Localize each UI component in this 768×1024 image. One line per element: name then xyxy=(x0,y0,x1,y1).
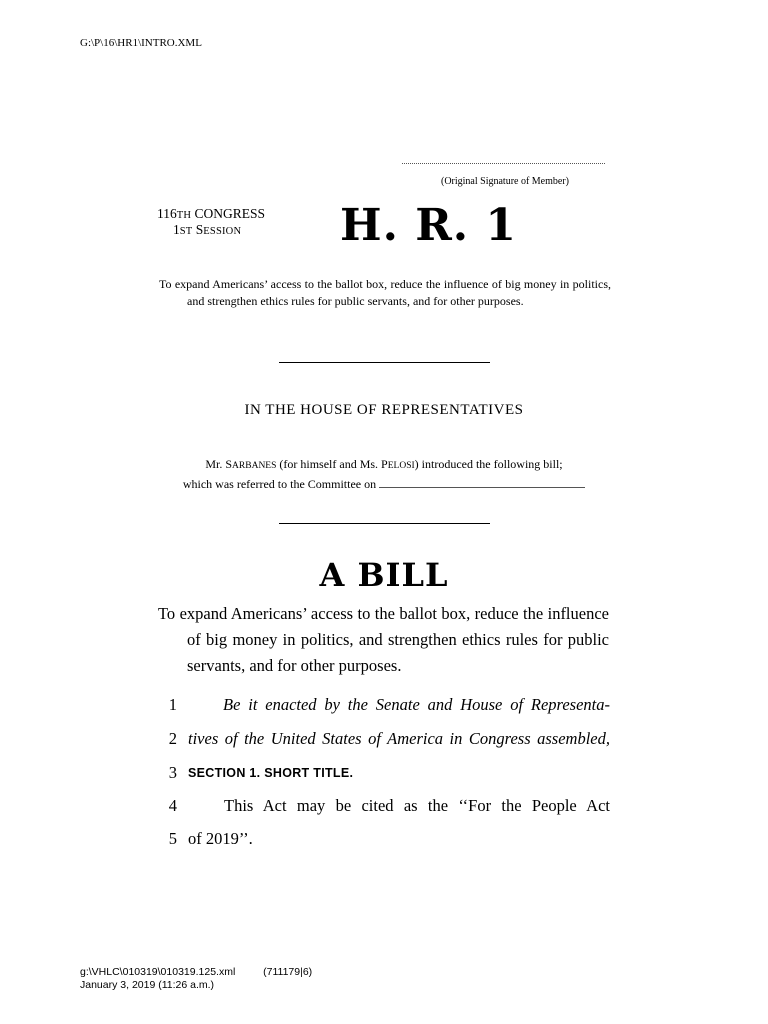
divider-bottom xyxy=(279,523,490,524)
line-number: 3 xyxy=(168,763,177,782)
bill-heading: A BILL xyxy=(319,556,449,594)
congress-word: CONGRESS xyxy=(194,206,266,221)
line-number: 1 xyxy=(168,695,177,714)
purpose-summary: To expand Americans’ access to the ballot box, reduce the influence of big money in politics, and strengthen ethics rules for public servants, and for other purposes. xyxy=(159,277,611,308)
cosponsor-rest: ELOSI xyxy=(387,461,415,471)
short-title-line-2: of 2019’’. xyxy=(188,829,253,848)
congress-suffix: TH xyxy=(176,210,192,221)
session-initial: S xyxy=(195,222,204,237)
line-number: 2 xyxy=(168,729,177,748)
enacting-clause-line-1: Be it enacted by the Senate and House of Representa- xyxy=(223,695,610,714)
footer-code: (711179|6) xyxy=(263,966,313,978)
file-path: G:\P\16\HR1\INTRO.XML xyxy=(80,37,202,49)
footer-date: January 3, 2019 (11:26 a.m.) xyxy=(80,979,215,991)
intro-title: Mr. xyxy=(205,457,223,471)
purpose-full: To expand Americans’ access to the ballot box, reduce the influence of big money in politics, and strengthen ethics rules for public servants, and for other purposes. xyxy=(158,604,609,675)
session-suffix: ST xyxy=(179,226,193,237)
congress-number: 116 xyxy=(157,206,177,221)
footer-file: g:\VHLC\010319\010319.125.xml xyxy=(80,966,236,978)
sponsor-initial: S xyxy=(225,457,233,471)
signature-line xyxy=(402,153,605,164)
footer-info xyxy=(80,966,312,992)
line-number: 4 xyxy=(168,796,177,815)
signature-caption: (Original Signature of Member) xyxy=(440,176,570,187)
committee-blank xyxy=(379,477,585,488)
line-number: 5 xyxy=(168,829,177,848)
introduction-text xyxy=(160,455,608,493)
divider-top xyxy=(279,362,490,363)
cosponsor-initial: P xyxy=(381,457,388,471)
section-heading: SECTION 1. SHORT TITLE. xyxy=(188,766,354,780)
session-number: 1 xyxy=(173,222,180,237)
bill-number: H. R. 1 xyxy=(340,200,518,251)
intro-end: ) introduced the following bill; xyxy=(414,457,563,471)
intro-referral: which was referred to the Committee on xyxy=(182,477,377,491)
intro-middle: (for himself and Ms. xyxy=(279,457,379,471)
session-label xyxy=(173,222,241,240)
enacting-clause-line-2: tives of the United States of America in Congress assembled, xyxy=(188,729,610,748)
session-rest: ESSION xyxy=(203,226,242,237)
chamber-heading: IN THE HOUSE OF REPRESENTATIVES xyxy=(244,402,524,418)
short-title-line-1: This Act may be cited as the ‘‘For the People Act xyxy=(224,796,610,815)
sponsor-rest: ARBANES xyxy=(232,461,277,471)
